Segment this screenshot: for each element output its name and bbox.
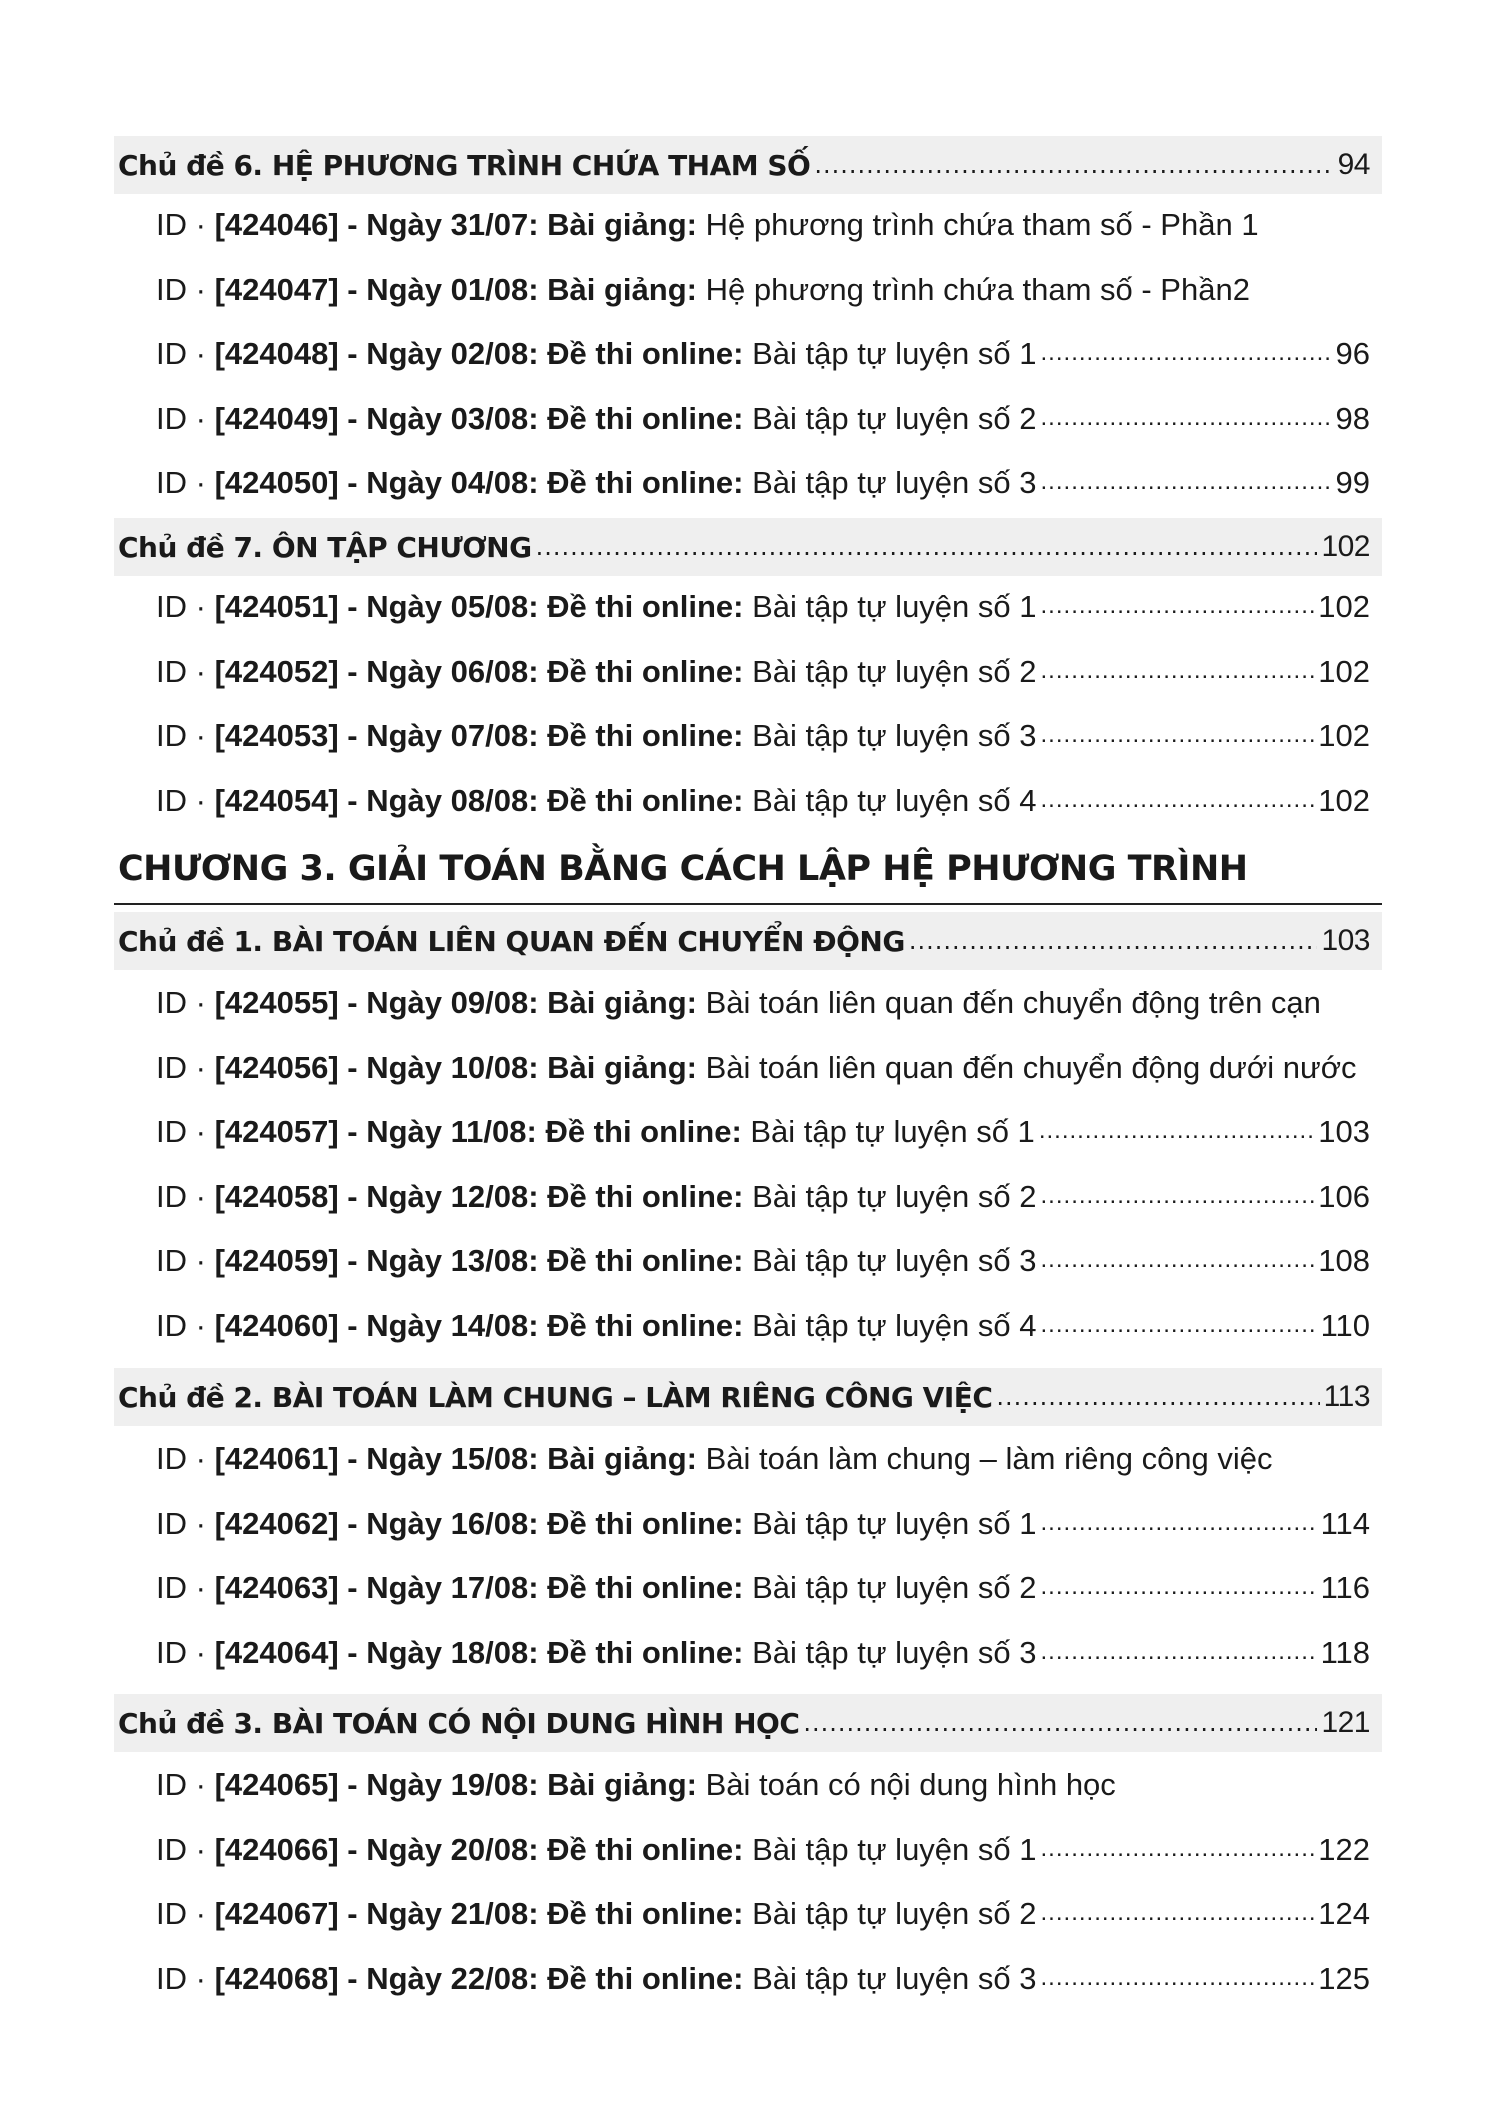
item-date: - Ngày 03/08: xyxy=(338,400,548,436)
topic-title: Chủ đề 3. BÀI TOÁN CÓ NỘI DUNG HÌNH HỌC xyxy=(118,1706,800,1740)
dot-leader xyxy=(1041,779,1315,826)
item-kind: Bài giảng: xyxy=(547,1441,697,1476)
toc-item[interactable] xyxy=(114,1954,1382,2004)
page-number: 98 xyxy=(1335,400,1370,436)
dot-leader xyxy=(909,923,1318,970)
dot-leader xyxy=(1041,714,1315,761)
item-kind: Bài giảng: xyxy=(547,1049,697,1085)
item-kind: Đề thi online: xyxy=(547,589,744,624)
page-number: 99 xyxy=(1335,465,1370,500)
item-id-label: ID · xyxy=(156,1570,215,1605)
item-title: Bài tập tự luyện số 2 xyxy=(743,400,1037,436)
toc-item[interactable] xyxy=(114,1889,1382,1939)
toc-item[interactable] xyxy=(114,458,1382,508)
page-number: 103 xyxy=(1318,1114,1370,1149)
item-code: [424049] xyxy=(214,400,339,436)
dot-leader xyxy=(1041,1566,1317,1613)
toc-item[interactable] xyxy=(114,582,1382,632)
item-id-label: ID · xyxy=(156,1896,215,1931)
toc-item[interactable] xyxy=(114,1499,1382,1549)
item-code: [424063] xyxy=(214,1570,339,1605)
toc-item[interactable] xyxy=(114,1434,1382,1484)
item-kind: Bài giảng: xyxy=(547,985,697,1020)
item-code: [424065] xyxy=(214,1767,339,1802)
item-date: - Ngày 18/08: xyxy=(338,1634,548,1670)
chapter-title: CHƯƠNG 3. GIẢI TOÁN BẰNG CÁCH LẬP HỆ PHƯƠNG TRÌNH xyxy=(118,849,1248,889)
item-title: Bài tập tự luyện số 4 xyxy=(743,782,1037,818)
page-number: 94 xyxy=(1337,148,1370,181)
item-kind: Bài giảng: xyxy=(547,1767,697,1802)
dot-leader xyxy=(1041,1892,1315,1939)
item-title: Bài tập tự luyện số 2 xyxy=(743,1178,1037,1214)
item-kind: Bài giảng: xyxy=(547,207,697,242)
item-title: Bài tập tự luyện số 1 xyxy=(743,589,1037,624)
toc-topic-heading[interactable] xyxy=(114,136,1382,194)
page-number: 102 xyxy=(1318,589,1370,624)
item-kind: Đề thi online: xyxy=(547,1570,744,1605)
item-id-label: ID · xyxy=(156,1114,215,1149)
item-code: [424050] xyxy=(214,465,339,500)
dot-leader xyxy=(1041,1175,1315,1222)
item-id-label: ID · xyxy=(156,207,215,242)
dot-leader xyxy=(1041,1502,1317,1549)
toc-item[interactable] xyxy=(114,1236,1382,1286)
item-date: - Ngày 16/08: xyxy=(338,1505,548,1541)
item-id-label: ID · xyxy=(156,1307,215,1343)
item-title: Bài tập tự luyện số 3 xyxy=(743,1634,1037,1670)
toc-item[interactable] xyxy=(114,978,1382,1028)
item-title: Bài tập tự luyện số 3 xyxy=(743,1960,1037,1996)
topic-title: Chủ đề 1. BÀI TOÁN LIÊN QUAN ĐẾN CHUYỂN ĐỘNG xyxy=(118,924,905,958)
item-title: Bài tập tự luyện số 4 xyxy=(743,1307,1037,1343)
toc-item[interactable] xyxy=(114,1043,1382,1093)
toc-item[interactable] xyxy=(114,1760,1382,1810)
item-code: [424062] xyxy=(214,1505,339,1541)
toc-topic-heading[interactable] xyxy=(114,1368,1382,1426)
item-kind: Đề thi online: xyxy=(547,782,744,818)
toc-item[interactable] xyxy=(114,329,1382,379)
item-date: - Ngày 05/08: xyxy=(338,589,548,624)
page-number: 102 xyxy=(1318,718,1370,753)
item-title: Bài tập tự luyện số 2 xyxy=(743,653,1037,689)
item-id-label: ID · xyxy=(156,589,215,624)
item-date: - Ngày 15/08: xyxy=(338,1441,548,1476)
item-date: - Ngày 04/08: xyxy=(338,465,548,500)
toc-item[interactable] xyxy=(114,711,1382,761)
toc-item[interactable] xyxy=(114,265,1382,315)
dot-leader xyxy=(536,529,1318,576)
item-code: [424054] xyxy=(214,782,339,818)
dot-leader xyxy=(1041,1239,1315,1286)
item-kind: Bài giảng: xyxy=(547,271,697,307)
item-id-label: ID · xyxy=(156,653,215,689)
item-title: Bài tập tự luyện số 3 xyxy=(743,1243,1037,1278)
item-date: - Ngày 02/08: xyxy=(338,336,548,371)
dot-leader xyxy=(1041,650,1315,697)
item-date: - Ngày 14/08: xyxy=(338,1307,548,1343)
toc-item[interactable] xyxy=(114,394,1382,444)
item-kind: Đề thi online: xyxy=(547,465,744,500)
item-id-label: ID · xyxy=(156,1049,215,1085)
item-date: - Ngày 17/08: xyxy=(338,1570,548,1605)
dot-leader xyxy=(814,147,1333,194)
item-id-label: ID · xyxy=(156,1178,215,1214)
dot-leader xyxy=(996,1379,1319,1426)
page-number: 102 xyxy=(1318,782,1370,818)
dot-leader xyxy=(1041,585,1315,632)
item-code: [424056] xyxy=(214,1049,339,1085)
item-id-label: ID · xyxy=(156,465,215,500)
item-kind: Đề thi online: xyxy=(547,1505,744,1541)
page-number: 124 xyxy=(1318,1896,1370,1931)
dot-leader xyxy=(1041,1631,1317,1678)
item-id-label: ID · xyxy=(156,1634,215,1670)
toc-topic-heading[interactable] xyxy=(114,518,1382,576)
page-number: 121 xyxy=(1321,1706,1370,1739)
item-kind: Đề thi online: xyxy=(547,1960,744,1996)
topic-title: Chủ đề 6. HỆ PHƯƠNG TRÌNH CHỨA THAM SỐ xyxy=(118,148,811,182)
item-code: [424048] xyxy=(214,336,339,371)
item-code: [424060] xyxy=(214,1307,339,1343)
item-id-label: ID · xyxy=(156,1767,215,1802)
item-date: - Ngày 07/08: xyxy=(338,718,548,753)
item-date: - Ngày 06/08: xyxy=(338,653,548,689)
page-number: 102 xyxy=(1321,530,1370,563)
item-title: Bài tập tự luyện số 3 xyxy=(743,718,1037,753)
page-number: 122 xyxy=(1318,1831,1370,1867)
dot-leader xyxy=(1041,1304,1317,1351)
item-date: - Ngày 08/08: xyxy=(338,782,548,818)
dot-leader xyxy=(1041,397,1332,444)
item-kind: Đề thi online: xyxy=(547,1634,744,1670)
toc-item[interactable] xyxy=(114,1107,1382,1157)
page-number: 125 xyxy=(1318,1960,1370,1996)
item-title: Bài tập tự luyện số 2 xyxy=(743,1570,1037,1605)
item-code: [424058] xyxy=(214,1178,339,1214)
item-title: Bài tập tự luyện số 1 xyxy=(741,1114,1035,1149)
item-kind: Đề thi online: xyxy=(547,400,744,436)
item-title: Hệ phương trình chứa tham số - Phần 1 xyxy=(696,207,1259,242)
dot-leader xyxy=(1041,1828,1315,1875)
item-code: [424046] xyxy=(214,207,339,242)
page-number: 106 xyxy=(1318,1178,1370,1214)
item-kind: Đề thi online: xyxy=(547,653,744,689)
item-date: - Ngày 12/08: xyxy=(338,1178,548,1214)
item-date: - Ngày 01/08: xyxy=(338,271,548,307)
item-kind: Đề thi online: xyxy=(547,1307,744,1343)
item-code: [424064] xyxy=(214,1634,339,1670)
page-number: 102 xyxy=(1318,653,1370,689)
toc-topic-heading[interactable] xyxy=(114,1694,1382,1752)
item-id-label: ID · xyxy=(156,718,215,753)
item-title: Hệ phương trình chứa tham số - Phần2 xyxy=(696,271,1250,307)
page-number: 96 xyxy=(1335,336,1370,371)
toc-item[interactable] xyxy=(114,200,1382,250)
page-number: 113 xyxy=(1323,1380,1370,1413)
dot-leader xyxy=(1041,332,1332,379)
item-id-label: ID · xyxy=(156,400,215,436)
item-code: [424047] xyxy=(214,271,339,307)
page-number: 114 xyxy=(1320,1505,1370,1541)
item-kind: Đề thi online: xyxy=(545,1114,742,1149)
item-code: [424059] xyxy=(214,1243,339,1278)
item-kind: Đề thi online: xyxy=(547,718,744,753)
item-id-label: ID · xyxy=(156,1243,215,1278)
toc-topic-heading[interactable] xyxy=(114,912,1382,970)
topic-title: Chủ đề 2. BÀI TOÁN LÀM CHUNG – LÀM RIÊNG CÔNG VIỆC xyxy=(118,1380,993,1414)
item-date: - Ngày 13/08: xyxy=(338,1243,548,1278)
item-title: Bài tập tự luyện số 1 xyxy=(743,336,1037,371)
page-number: 116 xyxy=(1320,1570,1370,1605)
item-id-label: ID · xyxy=(156,1441,215,1476)
item-date: - Ngày 31/07: xyxy=(338,207,548,242)
item-code: [424068] xyxy=(214,1960,339,1996)
item-date: - Ngày 20/08: xyxy=(338,1831,548,1867)
toc-item[interactable] xyxy=(114,776,1382,826)
item-date: - Ngày 22/08: xyxy=(338,1960,548,1996)
item-title: Bài tập tự luyện số 3 xyxy=(743,465,1037,500)
item-title: Bài toán liên quan đến chuyển động dưới nước xyxy=(696,1049,1357,1085)
item-code: [424067] xyxy=(214,1896,339,1931)
item-id-label: ID · xyxy=(156,782,215,818)
item-title: Bài toán liên quan đến chuyển động trên cạn xyxy=(696,985,1321,1020)
item-date: - Ngày 11/08: xyxy=(338,1114,546,1149)
item-id-label: ID · xyxy=(156,336,215,371)
item-title: Bài tập tự luyện số 1 xyxy=(743,1505,1037,1541)
item-kind: Đề thi online: xyxy=(547,1178,744,1214)
dot-leader xyxy=(803,1705,1317,1752)
toc-item[interactable] xyxy=(114,1172,1382,1222)
item-id-label: ID · xyxy=(156,271,215,307)
toc-item[interactable] xyxy=(114,647,1382,697)
item-title: Bài tập tự luyện số 1 xyxy=(743,1831,1037,1867)
toc-item[interactable] xyxy=(114,1628,1382,1678)
item-date: - Ngày 21/08: xyxy=(338,1896,548,1931)
item-code: [424052] xyxy=(214,653,339,689)
chapter-heading[interactable] xyxy=(114,835,1382,905)
item-id-label: ID · xyxy=(156,1505,215,1541)
item-title: Bài toán làm chung – làm riêng công việc xyxy=(696,1441,1273,1476)
item-id-label: ID · xyxy=(156,1960,215,1996)
item-code: [424066] xyxy=(214,1831,339,1867)
item-code: [424053] xyxy=(214,718,339,753)
item-date: - Ngày 19/08: xyxy=(338,1767,548,1802)
item-kind: Đề thi online: xyxy=(547,1243,744,1278)
dot-leader xyxy=(1039,1110,1314,1157)
item-date: - Ngày 10/08: xyxy=(338,1049,548,1085)
dot-leader xyxy=(1041,1957,1315,2004)
dot-leader xyxy=(1041,461,1332,508)
item-title: Bài tập tự luyện số 2 xyxy=(743,1896,1037,1931)
item-kind: Đề thi online: xyxy=(547,336,744,371)
page-number: 108 xyxy=(1318,1243,1370,1278)
item-title: Bài toán có nội dung hình học xyxy=(696,1767,1116,1802)
topic-title: Chủ đề 7. ÔN TẬP CHƯƠNG xyxy=(118,530,532,564)
item-kind: Đề thi online: xyxy=(547,1831,744,1867)
page-number: 118 xyxy=(1320,1634,1370,1670)
item-code: [424055] xyxy=(214,985,339,1020)
toc-item[interactable] xyxy=(114,1563,1382,1613)
page-number: 110 xyxy=(1320,1307,1370,1343)
toc-item[interactable] xyxy=(114,1301,1382,1351)
item-kind: Đề thi online: xyxy=(547,1896,744,1931)
item-code: [424061] xyxy=(214,1441,339,1476)
item-code: [424057] xyxy=(214,1114,339,1149)
item-code: [424051] xyxy=(214,589,339,624)
page-number: 103 xyxy=(1321,924,1370,957)
item-date: - Ngày 09/08: xyxy=(338,985,548,1020)
item-id-label: ID · xyxy=(156,1831,215,1867)
item-id-label: ID · xyxy=(156,985,215,1020)
toc-item[interactable] xyxy=(114,1825,1382,1875)
